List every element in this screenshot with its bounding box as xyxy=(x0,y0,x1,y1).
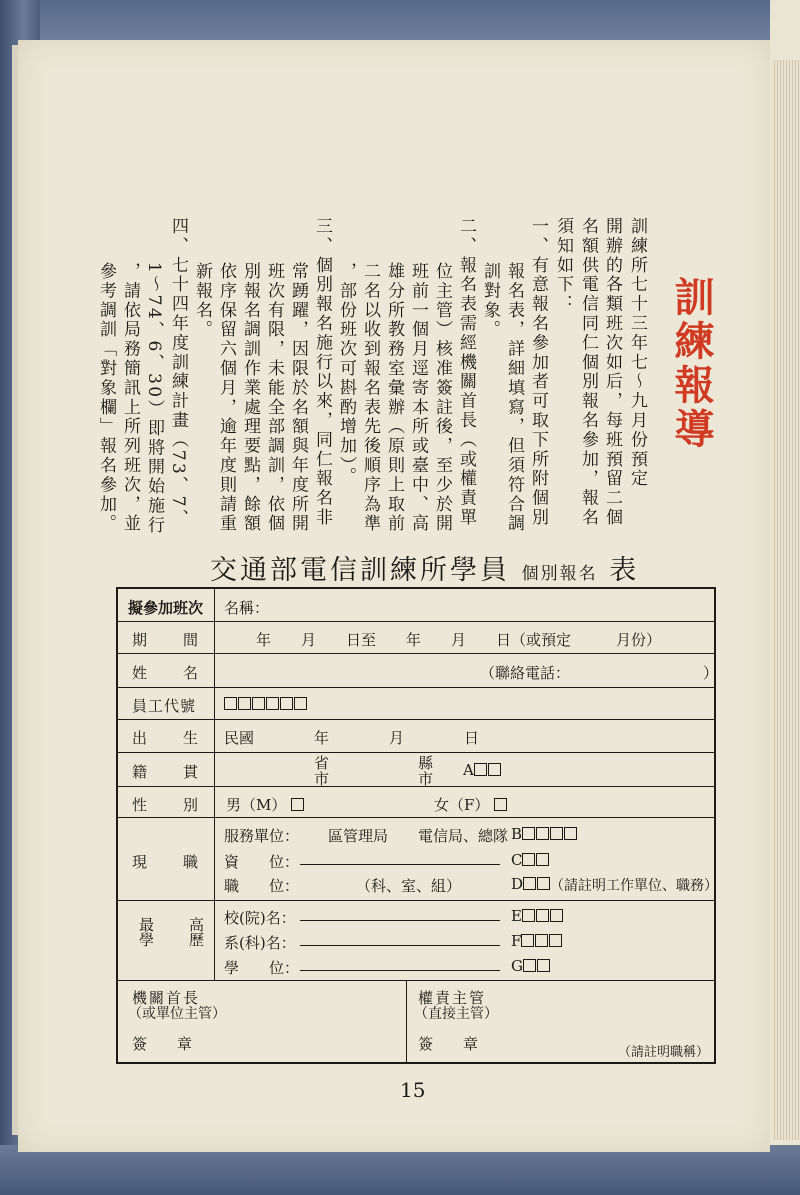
supervisor-sub: （直接主管） xyxy=(414,1006,498,1022)
phone-field[interactable]: （聯絡電話： xyxy=(480,664,571,682)
intro-line-1: 訓練所七十三年七〜九月份預定 xyxy=(627,217,647,489)
supervisor-title: 權責主管 xyxy=(418,989,487,1007)
degree-label: 學 位： xyxy=(224,959,300,977)
head-sign-field[interactable]: 簽 章 xyxy=(132,1035,193,1053)
point-2-line-4: 雄分所教務室彙辦（原則上取前 xyxy=(384,262,404,534)
school-field[interactable] xyxy=(298,907,502,925)
point-1-line-1: 一、有意報名參加者可取下所附個別 xyxy=(528,217,548,528)
form-title xyxy=(210,548,639,587)
point-2-line-3: 班前一個月逕寄本所或臺中、高 xyxy=(408,262,428,534)
point-3-line-1: 三、個別報名施行以來，同仁報名非 xyxy=(312,217,332,528)
row-line xyxy=(118,752,714,753)
origin-province: 省 xyxy=(314,754,330,772)
post-note: （請註明工作單位、職務） xyxy=(550,878,718,894)
origin-city: 市 xyxy=(314,770,330,788)
point-4-line-3: ，請依局務簡訊上所列班次，並 xyxy=(120,262,140,534)
school-label: 校(院)名： xyxy=(224,909,296,927)
row-line xyxy=(118,817,714,818)
job-label: 現 職 xyxy=(132,853,201,871)
form-title-sub: 個別報名 xyxy=(521,564,598,584)
page-number: 15 xyxy=(400,1078,426,1102)
point-4-line-4: 參考調訓「對象欄」報名參加。 xyxy=(96,262,116,534)
intro-line-4: 須知如下： xyxy=(553,217,573,314)
point-3-line-3: 班次有限，未能全部調訓，依個 xyxy=(264,262,284,534)
period-field[interactable]: 年 月 日至 年 月 日（或預定 月份） xyxy=(256,631,662,649)
dept-label: 系(科)名： xyxy=(224,934,296,952)
point-1-line-2: 報名表，詳細填寫，但須符合調 xyxy=(504,262,524,534)
article-title: 訓練報導 xyxy=(668,276,715,452)
point-2-line-6: ，部份班次可斟酌增加）。 xyxy=(336,262,356,487)
education-label-right: 高歷 xyxy=(187,917,205,947)
class-name-field[interactable]: 名稱： xyxy=(224,599,270,617)
class-label: 擬參加班次 xyxy=(128,599,204,617)
row-line xyxy=(118,980,714,981)
cover-board-bottom xyxy=(0,1145,800,1195)
intro-line-2: 開辦的各類班次如后，每班預留二個 xyxy=(602,217,622,528)
row-line xyxy=(118,653,714,654)
point-3-line-5: 依序保留六個月，逾年度則請重 xyxy=(216,262,236,534)
post-code[interactable]: D xyxy=(511,875,551,893)
birth-label: 出 生 xyxy=(132,729,201,747)
head-sub: （或單位主管） xyxy=(128,1006,226,1022)
point-1-line-3: 訓對象。 xyxy=(480,262,500,340)
rank-label: 資 位： xyxy=(224,853,300,871)
post-label: 職 位： xyxy=(224,877,300,895)
column-line xyxy=(214,589,215,980)
supervisor-sign-field[interactable]: 簽 章 xyxy=(418,1035,479,1053)
origin-code[interactable]: A xyxy=(463,761,502,779)
unit-field[interactable]: 區管理局 電信局、總隊 xyxy=(328,827,509,845)
degree-code[interactable]: G xyxy=(511,957,551,975)
intro-line-3: 名額供電信同仁個別報名參加，報名 xyxy=(578,217,598,528)
post-field[interactable]: （科、室、組） xyxy=(356,877,462,895)
origin-label: 籍 貫 xyxy=(132,763,201,781)
origin-county: 縣 xyxy=(418,754,434,772)
point-4-line-1: 四、七十四年度訓練計畫（73、7、 xyxy=(168,217,188,529)
registration-form xyxy=(116,587,719,1064)
education-label-left: 最學 xyxy=(137,917,155,947)
name-label: 姓 名 xyxy=(132,664,201,682)
sex-label: 性 別 xyxy=(132,796,201,814)
unit-label: 服務單位： xyxy=(224,827,300,845)
form-title-end: 表 xyxy=(609,555,640,586)
birth-field[interactable]: 民國 年 月 日 xyxy=(224,729,480,747)
rank-code[interactable]: C xyxy=(511,851,550,869)
point-3-line-2: 常踴躍，因限於名額與年度所開 xyxy=(288,262,308,534)
title-note: （請註明職稱） xyxy=(618,1045,710,1060)
point-3-line-4: 別報名調訓作業處理要點，餘額 xyxy=(240,262,260,534)
page-edges xyxy=(772,60,800,1140)
period-label: 期 間 xyxy=(132,631,201,649)
school-code[interactable]: E xyxy=(511,907,564,925)
column-line xyxy=(406,980,407,1062)
sex-male-option[interactable]: 男（M） xyxy=(226,794,305,815)
unit-code[interactable]: B xyxy=(511,825,578,843)
point-4-line-2: 1〜74、6、30）即將開始施行 xyxy=(144,262,164,536)
point-2-line-2: 位主管）核准簽註後，至少於開 xyxy=(432,262,452,534)
sex-female-option[interactable]: 女（F） xyxy=(434,794,508,815)
phone-close: ） xyxy=(703,664,719,682)
point-2-line-5: 二名以收到報名表先後順序為準 xyxy=(360,262,380,534)
row-line xyxy=(118,719,714,720)
degree-field[interactable] xyxy=(298,957,502,975)
row-line xyxy=(118,687,714,688)
staff-id-boxes[interactable] xyxy=(224,695,308,713)
dept-field[interactable] xyxy=(298,932,502,950)
rank-field[interactable] xyxy=(298,851,502,869)
point-2-line-1: 二、報名表需經機關首長（或權責單 xyxy=(456,217,476,528)
row-line xyxy=(118,621,714,622)
point-3-line-6: 新報名。 xyxy=(192,262,212,340)
row-line xyxy=(118,900,714,901)
form-title-main: 交通部電信訓練所學員 xyxy=(210,555,510,586)
origin-city-2: 市 xyxy=(418,770,434,788)
dept-code[interactable]: F xyxy=(511,932,563,950)
staff-id-label: 員工代號 xyxy=(132,697,197,715)
row-line xyxy=(118,786,714,787)
head-title: 機關首長 xyxy=(132,989,201,1007)
